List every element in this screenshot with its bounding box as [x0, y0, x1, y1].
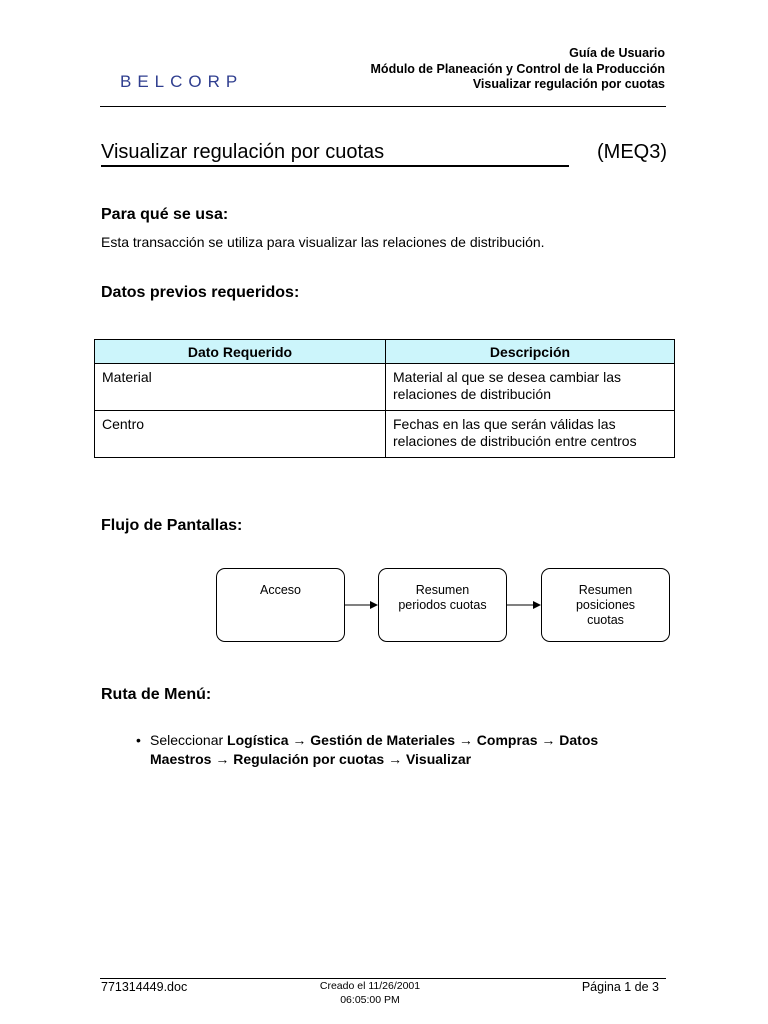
description-line: Material al que se desea cambiar las — [393, 369, 622, 385]
transaction-code: (MEQ3) — [597, 141, 667, 163]
column-header-dato: Dato Requerido — [95, 340, 386, 364]
description-line: relaciones de distribución entre centros — [393, 433, 637, 449]
prereq-heading: Datos previos requeridos: — [101, 284, 300, 301]
flow-box-label: Resumen — [415, 583, 470, 597]
flow-box-label: cuotas — [587, 613, 624, 627]
header-topic: Visualizar regulación por cuotas — [472, 77, 665, 91]
footer-created-time: 06:05:00 PM — [340, 994, 400, 1006]
menu-item: Regulación por cuotas — [233, 751, 385, 767]
flow-box-resumen-periodos — [378, 568, 507, 642]
description-line: Fechas en las que serán válidas las — [393, 416, 616, 432]
arrow-icon: → — [458, 732, 473, 748]
flow-box-label: periodos cuotas — [398, 598, 487, 612]
purpose-text: Esta transacción se utiliza para visualizar las relaciones de distribución. — [101, 234, 545, 250]
flow-box-resumen-posiciones — [541, 568, 670, 642]
arrow-icon: → — [541, 732, 556, 748]
menu-item: Compras — [476, 732, 538, 748]
footer-created — [300, 979, 440, 1007]
menu-path — [150, 731, 650, 769]
menu-prefix: Seleccionar — [150, 732, 224, 748]
menu-heading: Ruta de Menú: — [101, 686, 212, 703]
flow-box-label: posiciones — [575, 598, 636, 612]
footer-created-date: Creado el 11/26/2001 — [319, 980, 421, 992]
purpose-heading: Para qué se usa: — [101, 206, 229, 223]
column-header-descripcion: Descripción — [386, 340, 675, 364]
arrow-icon: → — [215, 751, 230, 767]
header-module: Módulo de Planeación y Control de la Producción — [370, 61, 665, 76]
bullet-icon: • — [136, 732, 141, 748]
menu-item: Datos Maestros — [150, 732, 599, 767]
table-cell-dato: Centro — [95, 411, 386, 458]
belcorp-logo: BELCORP — [120, 72, 244, 91]
flow-box-label: Resumen — [578, 583, 633, 597]
flow-heading: Flujo de Pantallas: — [101, 517, 243, 534]
footer-filename: 771314449.doc — [101, 980, 188, 994]
footer-page-number: Página 1 de 3 — [581, 980, 659, 994]
arrow-icon: → — [292, 732, 307, 748]
header-guide-title: Guía de Usuario — [569, 46, 665, 60]
page-title: Visualizar regulación por cuotas — [101, 141, 385, 163]
menu-item: Gestión de Materiales — [310, 732, 456, 748]
arrow-icon: → — [388, 751, 403, 767]
flow-box-acceso — [216, 568, 345, 642]
flow-box-label: Acceso — [260, 583, 301, 597]
table-cell-dato: Material — [95, 364, 386, 411]
menu-item: Logística — [227, 732, 289, 748]
description-line: relaciones de distribución — [393, 386, 551, 402]
menu-item: Visualizar — [405, 751, 472, 767]
